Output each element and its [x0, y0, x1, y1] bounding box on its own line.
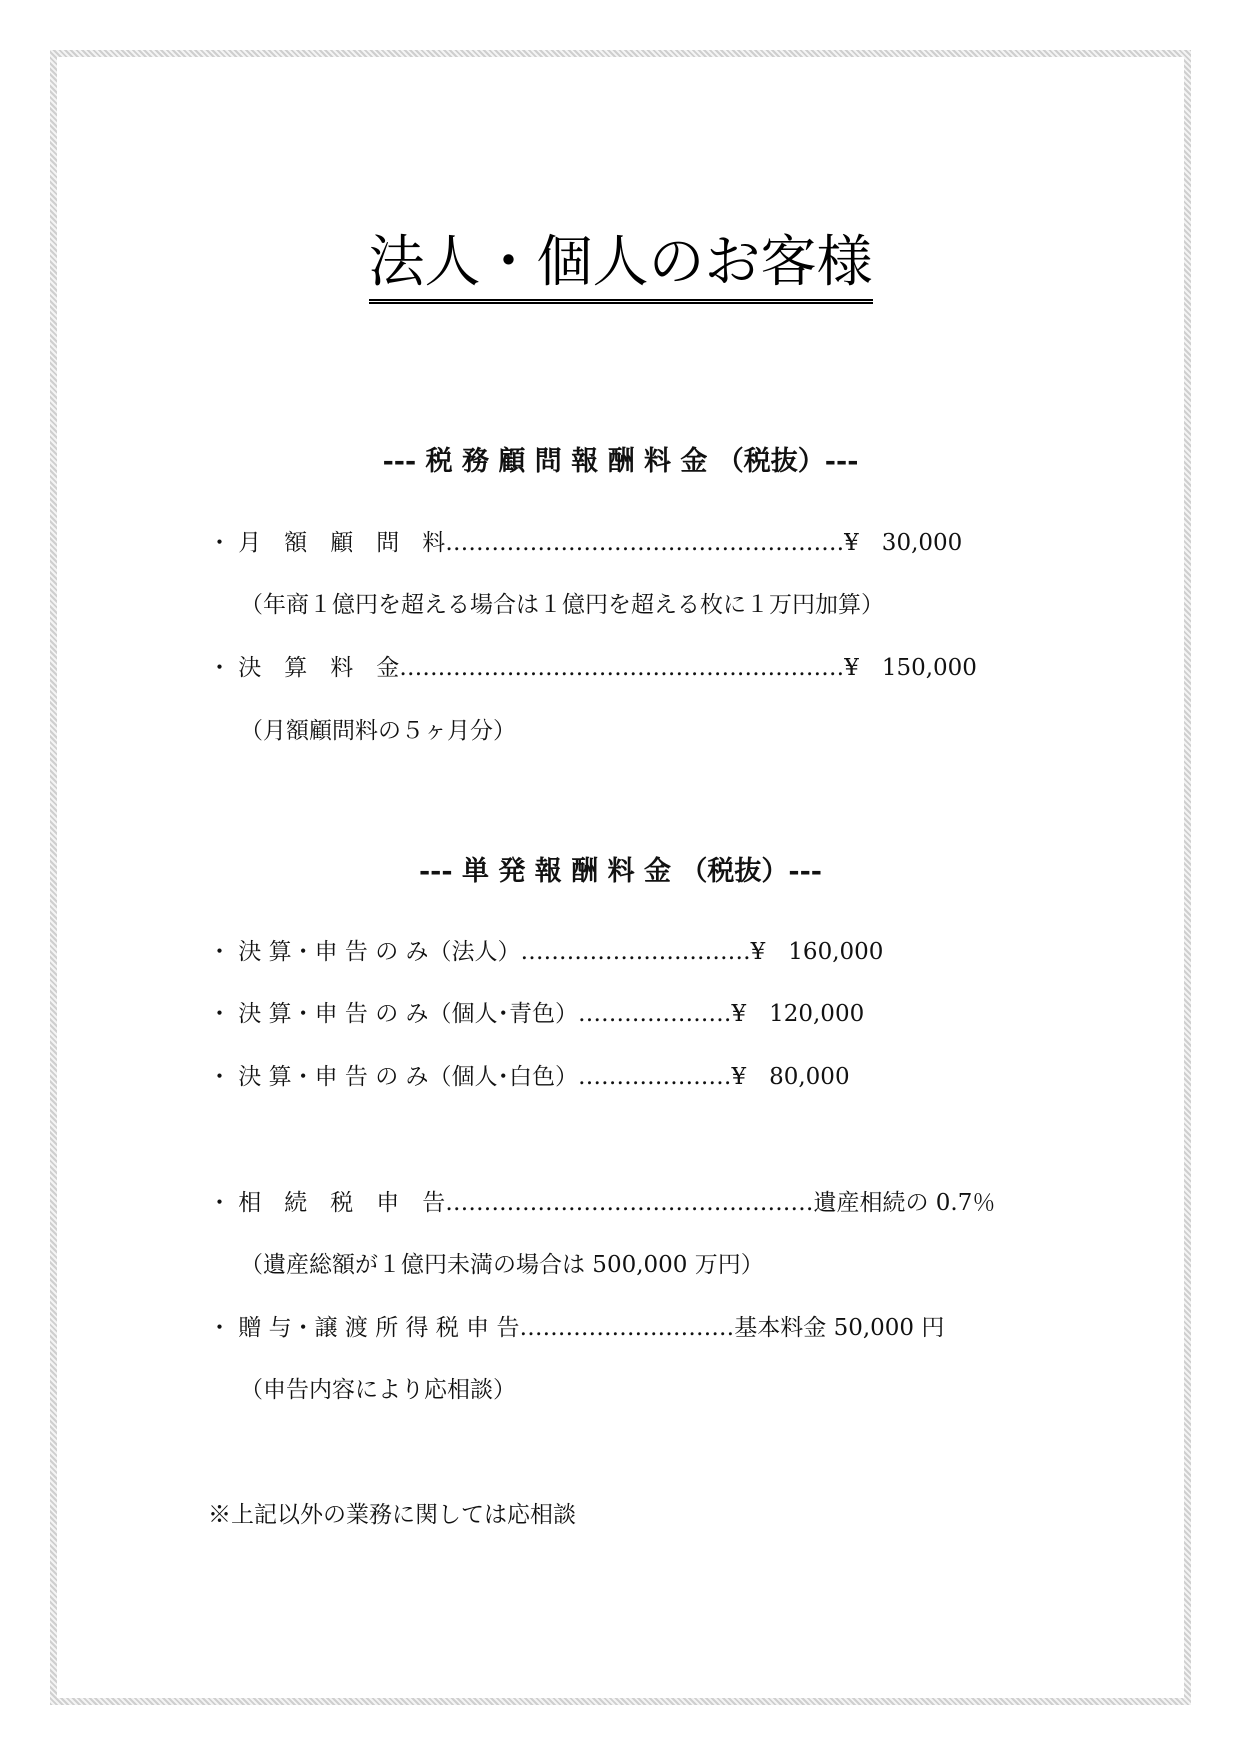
section-heading-advisory-fees: --- 税 務 顧 問 報 酬 料 金 （税抜）--- — [382, 446, 859, 477]
fee-note-settlement: （月額顧問料の５ヶ月分） — [240, 718, 516, 744]
page-title-text: 法人・個人のお客様 — [369, 228, 873, 304]
fee-item-individual-blue-filing: ・ 決 算・申 告 の み（個人･青色）‥‥‥‥‥‥‥‥‥‥¥ 120,000 — [208, 1001, 865, 1027]
fee-note-monthly-advisory: （年商１億円を超える場合は１億円を超える枚に１万円加算） — [240, 592, 884, 618]
footer-note: ※上記以外の業務に関しては応相談 — [208, 1502, 576, 1528]
fee-item-individual-white-filing: ・ 決 算・申 告 の み（個人･白色）‥‥‥‥‥‥‥‥‥‥¥ 80,000 — [208, 1064, 850, 1090]
section-heading-one-time-fees: --- 単 発 報 酬 料 金 （税抜）--- — [418, 856, 823, 887]
fee-item-settlement: ・ 決 算 料 金‥‥‥‥‥‥‥‥‥‥‥‥‥‥‥‥‥‥‥‥‥‥‥‥‥‥‥‥‥¥ 150,000 — [208, 655, 977, 681]
page-title — [0, 228, 1241, 304]
fee-item-corporate-filing: ・ 決 算・申 告 の み（法人）‥‥‥‥‥‥‥‥‥‥‥‥‥‥‥¥ 160,000 — [208, 939, 884, 965]
fee-item-gift-transfer-tax: ・ 贈 与・譲 渡 所 得 税 申 告‥‥‥‥‥‥‥‥‥‥‥‥‥‥基本料金 50,000 円 — [208, 1315, 945, 1341]
fee-note-gift-transfer-tax: （申告内容により応相談） — [240, 1377, 516, 1403]
fee-note-inheritance-tax: （遺産総額が１億円未満の場合は 500,000 万円） — [240, 1252, 764, 1278]
fee-item-inheritance-tax: ・ 相 続 税 申 告‥‥‥‥‥‥‥‥‥‥‥‥‥‥‥‥‥‥‥‥‥‥‥‥遺産相続の 0.7％ — [208, 1190, 996, 1216]
fee-item-monthly-advisory: ・ 月 額 顧 問 料‥‥‥‥‥‥‥‥‥‥‥‥‥‥‥‥‥‥‥‥‥‥‥‥‥‥¥ 30,000 — [208, 530, 963, 556]
